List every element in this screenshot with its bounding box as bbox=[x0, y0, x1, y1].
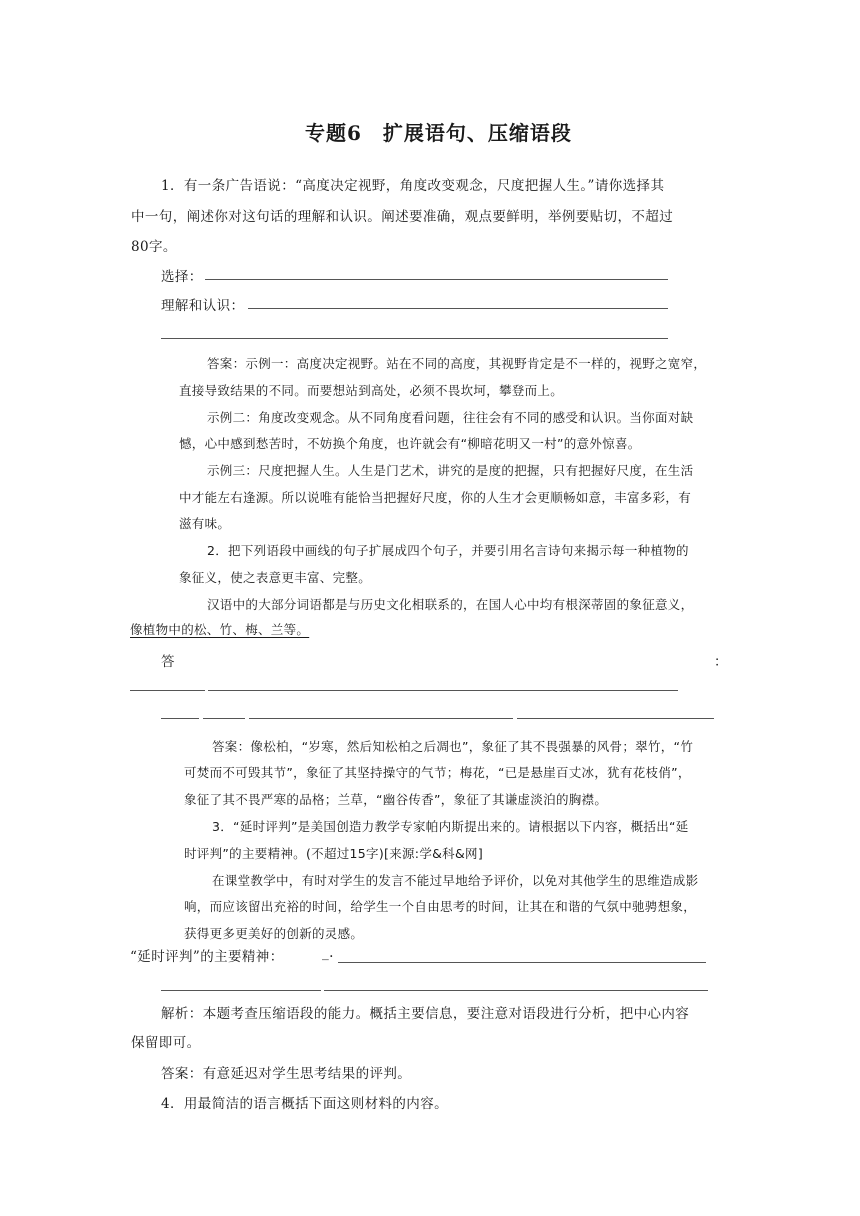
understand-answer-line-2[interactable] bbox=[161, 338, 668, 339]
q3-passage-line3: 获得更多更美好的创新的灵感。 bbox=[184, 926, 364, 941]
q3-analysis-line1: 解析：本题考查压缩语段的能力。概括主要信息，要注意对语段进行分析，把中心内容 bbox=[161, 1006, 690, 1022]
q3-prompt-line1: 3．“延时评判”是美国创造力教学专家帕内斯提出来的。请根据以下内容，概括出“延 bbox=[212, 819, 689, 834]
page-title: 专题6 扩展语句、压缩语段 bbox=[305, 121, 572, 145]
q3-analysis-line2: 保留即可。 bbox=[131, 1035, 201, 1051]
q2-answer-c: 象征了其不畏严寒的品格；兰草，“幽谷传香”，象征了其谦虚淡泊的胸襟。 bbox=[184, 792, 608, 807]
q3-prompt-line2: 时评判”的主要精神。(不超过15字)[来源:学&科&网] bbox=[184, 846, 483, 861]
q1-answer-example2-a: 示例二：角度改变观念。从不同角度看问题，往往会有不同的感受和认识。当你面对缺 bbox=[207, 410, 694, 425]
q2-answer-line-c[interactable] bbox=[161, 718, 199, 719]
q1-answer-example3-b: 中才能左右逢源。所以说唯有能恰当把握好尺度，你的人生才会更顺畅如意，丰富多彩，有 bbox=[179, 490, 692, 505]
q1-prompt-line1: 1．有一条广告语说：“高度决定视野，角度改变观念，尺度把握人生。”请你选择其 bbox=[161, 178, 665, 194]
q3-answer: 答案：有意延迟对学生思考结果的评判。 bbox=[161, 1066, 412, 1082]
q1-prompt-line2: 中一句，阐述你对这句话的理解和认识。阐述要准确，观点要鲜明，举例要贴切，不超过 bbox=[131, 209, 674, 225]
spirit-answer-line-2b[interactable] bbox=[324, 990, 708, 991]
q2-prompt-line1: 2．把下列语段中画线的句子扩展成四个句子，并要引用名言诗句来揭示每一种植物的 bbox=[207, 543, 689, 558]
q2-answer-line-d[interactable] bbox=[203, 718, 245, 719]
q2-answer-line-b[interactable] bbox=[208, 690, 678, 691]
q3-passage-line1: 在课堂教学中，有时对学生的发言不能过早地给予评价，以免对其他学生的思维造成影 bbox=[212, 873, 699, 888]
spirit-mark: _. bbox=[322, 945, 334, 961]
understand-answer-line[interactable] bbox=[248, 308, 668, 309]
q2-passage-underlined: 像植物中的松、竹、梅、兰等。 bbox=[130, 622, 310, 637]
spirit-label: “延时评判”的主要精神： bbox=[130, 949, 284, 965]
spirit-answer-line[interactable] bbox=[338, 962, 706, 963]
q1-answer-example3-a: 示例三：尺度把握人生。人生是门艺术，讲究的是度的把握，只有把握好尺度，在生活 bbox=[207, 463, 694, 478]
q2-answer-line-e[interactable] bbox=[249, 718, 513, 719]
q2-passage-line1: 汉语中的大部分词语都是与历史文化相联系的，在国人心中均有根深蒂固的象征意义， bbox=[207, 597, 694, 612]
q2-answer-label: 答 bbox=[161, 654, 175, 670]
q1-prompt-line3: 80字。 bbox=[131, 239, 177, 255]
q4-prompt-line1: 4．用最简洁的语言概括下面这则材料的内容。 bbox=[161, 1096, 448, 1112]
q2-answer-colon: ： bbox=[714, 654, 728, 670]
q2-answer-a: 答案：像松柏，“岁寒，然后知松柏之后凋也”，象征了其不畏强暴的风骨；翠竹，“竹 bbox=[212, 739, 694, 754]
q1-answer-example2-b: 憾，心中感到愁苦时，不妨换个角度，也许就会有“柳暗花明又一村”的意外惊喜。 bbox=[179, 436, 641, 451]
choose-label: 选择： bbox=[161, 269, 203, 285]
q2-answer-line-f[interactable] bbox=[517, 718, 714, 719]
choose-answer-line[interactable] bbox=[205, 279, 668, 280]
q1-answer-example3-c: 滋有味。 bbox=[179, 516, 231, 531]
spirit-answer-line-2a[interactable] bbox=[161, 990, 321, 991]
understand-label: 理解和认识： bbox=[161, 298, 245, 314]
q1-answer-example1-b: 直接导致结果的不同。而要想站到高处，必须不畏坎坷，攀登而上。 bbox=[179, 383, 564, 398]
q1-answer-example1-a: 答案：示例一：高度决定视野。站在不同的高度，其视野肯定是不一样的，视野之宽窄， bbox=[207, 356, 707, 371]
q3-passage-line2: 响，而应该留出充裕的时间，给学生一个自由思考的时间，让其在和谐的气氛中驰骋想象， bbox=[184, 899, 697, 914]
q2-answer-b: 可焚而不可毁其节”，象征了其坚持操守的气节；梅花，“已是悬崖百丈冰，犹有花枝俏”， bbox=[184, 765, 691, 780]
q2-answer-line-a[interactable] bbox=[130, 690, 205, 691]
q2-prompt-line2: 象征义，使之表意更丰富、完整。 bbox=[179, 570, 372, 585]
